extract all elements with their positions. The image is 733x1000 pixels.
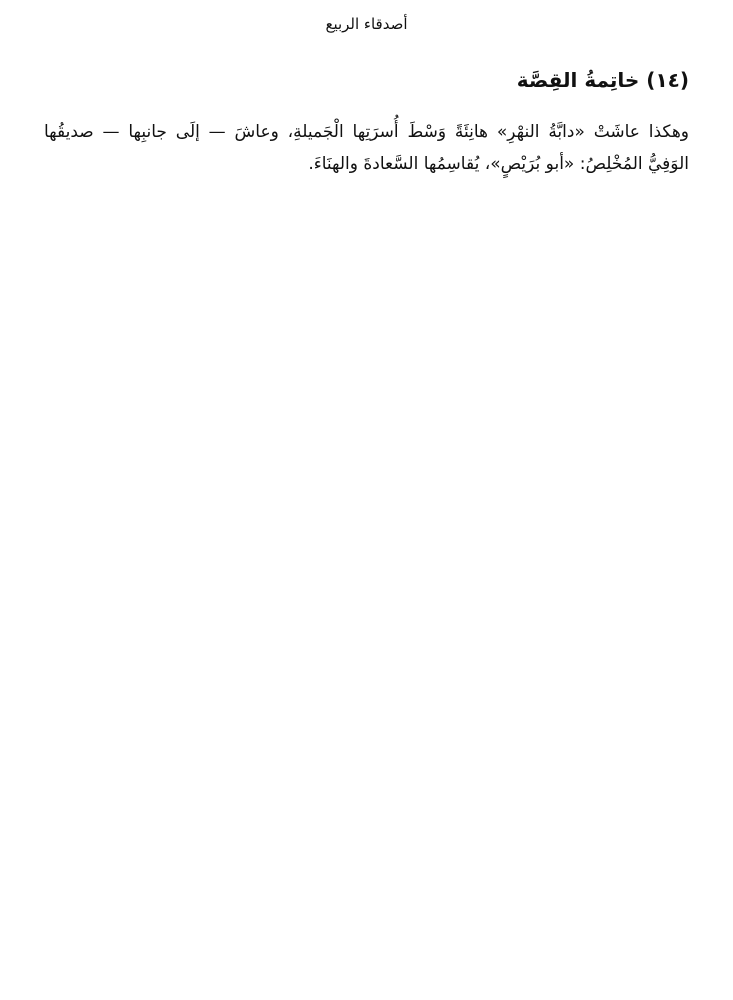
body-paragraph: وهكذا عاشَتْ «دابَّةُ النهْرِ» هانِئَةً وَسْطَ أُسرَتِها الْجَميلةِ، وعاشَ — إلَى جانبِها — صديقُها الوَفِيُّ المُخْلِصُ: «أبو بُرَيْصٍ»، يُقاسِمُها السَّعادةَ والهنَاءَ.: [44, 122, 689, 174]
chapter-title: (١٤) خاتِمةُ القِصَّة: [516, 68, 689, 92]
running-header: أصدقاء الربيع: [325, 15, 408, 33]
